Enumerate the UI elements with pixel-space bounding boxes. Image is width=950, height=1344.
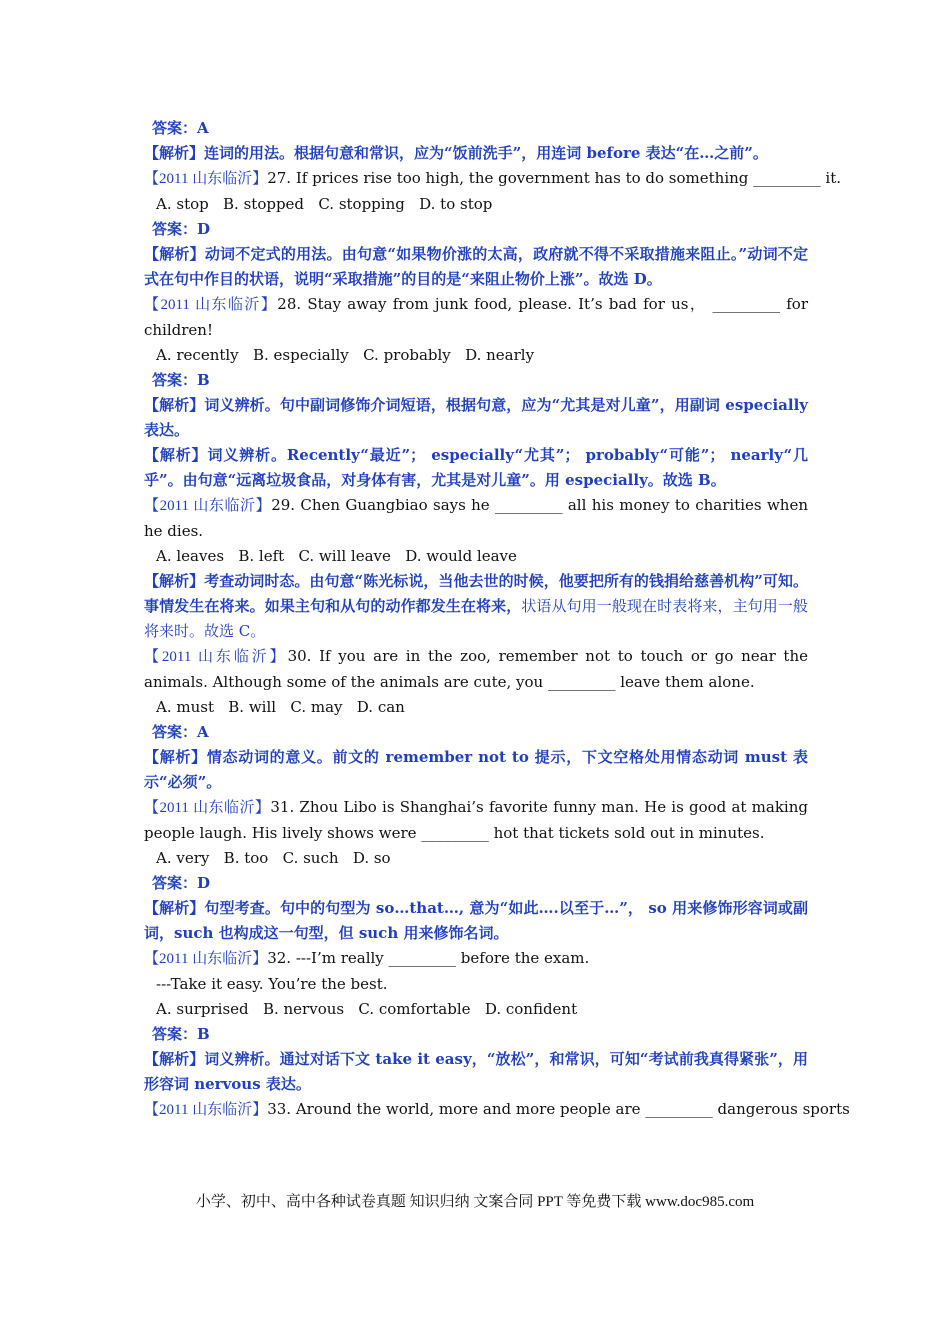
dialogue-line: ---Take it easy. You’re the best. (156, 975, 388, 993)
question-text: 30. If you are in the zoo, remember not to touch or go near the animals. Although some of the animals are cute, you _________ leave them alone. (144, 647, 808, 691)
explanation-block: 【解析】词义辨析。Recently“最近”； especially“尤其”； probably“可能”； nearly“几乎”。由句意“远离垃圾食品，对身体有害，尤其是对儿童”。用 especially。故选 B。 (144, 446, 808, 489)
explanation-bold: 【解析】考查动词时态。由句意“陈光标说，当他去世的时候，他要把所有的钱捐给慈善机构”可知。事情发生在将来。如果主句和从句的动作都发生在将来， (144, 572, 808, 615)
explanation-block: 【解析】连词的用法。根据句意和常识，应为“饭前洗手”，用连词 before 表达“在…之前”。 (144, 144, 768, 162)
question-27 (144, 166, 842, 192)
explanation-block: 【解析】动词不定式的用法。由句意“如果物价涨的太高，政府就不得不采取措施来阻止。”动词不定式在句中作目的状语，说明“采取措施”的目的是“来阻止物价上涨”。故选 D。 (144, 245, 808, 288)
question-source: 【2011 山东临沂】 (144, 498, 272, 514)
answer-line: 答案：A (152, 723, 209, 741)
explanation-block: 【解析】情态动词的意义。前文的 remember not to 提示，下文空格处用情态动词 must 表示“必须”。 (144, 748, 808, 791)
answer-line: 答案：A (152, 119, 209, 137)
question-30 (144, 644, 808, 695)
page-footer: 小学、初中、高中各种试卷真题 知识归纳 文案合同 PPT 等免费下载 www.doc985.com (195, 1194, 755, 1210)
question-32 (144, 946, 808, 972)
answer-line: 答案：D (152, 874, 211, 892)
options-line: A. must B. will C. may D. can (156, 698, 405, 716)
question-source: 【2011 山东临沂】 (144, 649, 288, 665)
question-text: 33. Around the world, more and more people are _________ dangerous sports (267, 1100, 850, 1118)
question-source: 【2011 山东临沂】 (144, 951, 268, 967)
options-line: A. leaves B. left C. will leave D. would leave (156, 547, 517, 565)
options-line: A. stop B. stopped C. stopping D. to stop (156, 195, 493, 213)
question-text: 28. Stay away from junk food, please. It’s bad for us， _________ for children! (144, 295, 808, 339)
explanation-block: 【解析】词义辨析。句中副词修饰介词短语，根据句意，应为“尤其是对儿童”，用副词 especially 表达。 (144, 396, 808, 439)
explanation-block (144, 569, 808, 644)
question-33 (144, 1097, 850, 1123)
question-source: 【2011 山东临沂】 (144, 171, 268, 187)
answer-line: 答案：B (152, 371, 210, 389)
explanation-block: 【解析】句型考查。句中的句型为 so…that…, 意为“如此….以至于…”， so 用来修饰形容词或副词，such 也构成这一句型，但 such 用来修饰名词。 (144, 899, 808, 942)
answer-line: 答案：D (152, 220, 211, 238)
document-body (144, 116, 850, 1123)
explanation-block: 【解析】词义辨析。通过对话下文 take it easy，“放松”，和常识，可知“考试前我真得紧张”，用形容词 nervous 表达。 (144, 1050, 808, 1093)
question-31 (144, 795, 808, 846)
options-line: A. recently B. especially C. probably D. nearly (156, 346, 535, 364)
question-text: 32. ---I’m really _________ before the exam. (267, 949, 590, 967)
question-text: 27. If prices rise too high, the government has to do something _________ it. (267, 169, 842, 187)
explanation-light: 状语从句用一般现在时表将来，主句用一般将来时。故选 C。 (144, 597, 808, 640)
answer-line: 答案：B (152, 1025, 210, 1043)
question-text: 31. Zhou Libo is Shanghai’s favorite funny man. He is good at making people laugh. His lively shows were _________ hot that tickets sold out in minutes. (144, 798, 808, 842)
question-source: 【2011 山东临沂】 (144, 297, 278, 313)
question-source: 【2011 山东临沂】 (144, 800, 271, 816)
question-28 (144, 292, 808, 343)
options-line: A. surprised B. nervous C. comfortable D. confident (156, 1000, 578, 1018)
options-line: A. very B. too C. such D. so (156, 849, 391, 867)
question-source: 【2011 山东临沂】 (144, 1102, 268, 1118)
question-29 (144, 493, 808, 544)
question-text: 29. Chen Guangbiao says he _________ all his money to charities when he dies. (144, 496, 808, 540)
